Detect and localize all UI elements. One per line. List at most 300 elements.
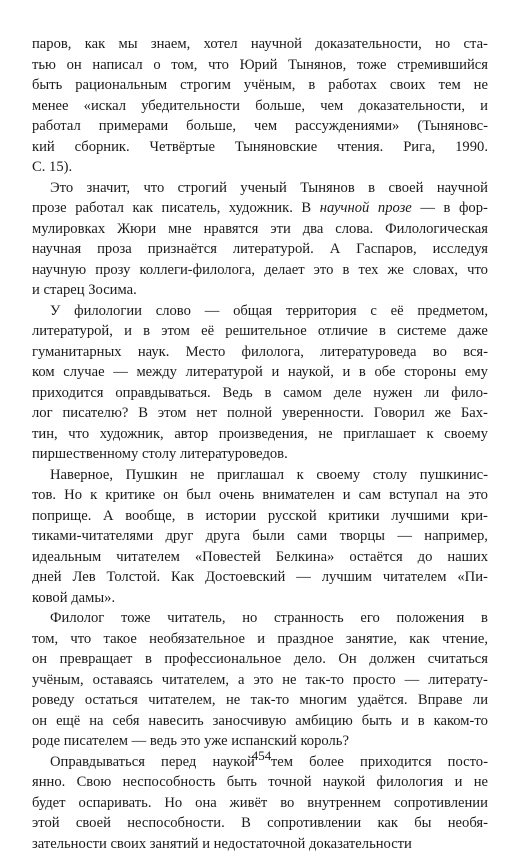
text-line	[32, 198, 488, 219]
word: Рига,	[403, 137, 435, 158]
word: зательности	[32, 834, 110, 854]
word: это	[254, 670, 274, 691]
word: своей	[76, 813, 111, 834]
text-line	[32, 55, 488, 76]
word: истории	[206, 506, 257, 527]
word: слово	[156, 301, 191, 322]
word: тиками-читателями	[32, 526, 153, 547]
word: как	[85, 34, 105, 55]
text-line	[32, 690, 488, 711]
word: рациональным	[75, 75, 167, 96]
word: больше,	[186, 116, 236, 137]
word: автор	[174, 424, 208, 445]
word: профессиональное	[164, 649, 281, 670]
word: наукой	[212, 752, 254, 773]
word: кий	[32, 137, 55, 158]
word: «Повестей	[195, 547, 261, 568]
word: У	[50, 301, 60, 322]
word: остаться	[85, 690, 138, 711]
text-line	[32, 178, 488, 199]
word: живёт	[230, 793, 268, 814]
word: Но	[164, 793, 182, 814]
word: научной	[251, 34, 302, 55]
word: больше,	[255, 96, 305, 117]
text-line	[32, 465, 488, 486]
word: сами	[297, 526, 327, 547]
word: гуманитарных	[32, 342, 122, 363]
text-line	[32, 34, 488, 55]
word: доказательности	[309, 834, 412, 854]
word: Говорил	[374, 403, 425, 424]
word: быть	[227, 772, 257, 793]
word: приглашал	[217, 465, 284, 486]
word: писателем	[64, 731, 132, 752]
word: точной	[268, 772, 311, 793]
word: Пушкин	[126, 465, 178, 486]
text-line	[32, 260, 488, 281]
word: же	[387, 260, 403, 281]
word: написал	[92, 55, 142, 76]
text-line	[32, 547, 488, 568]
word: коллеги-филолога,	[140, 260, 256, 281]
word: читатель,	[167, 608, 225, 629]
word: но	[435, 34, 450, 55]
word: нет	[196, 403, 217, 424]
word: произведения,	[219, 424, 308, 445]
word: занятий	[150, 834, 202, 854]
word: —	[296, 567, 311, 588]
word: поприще.	[32, 506, 91, 527]
word: мы	[118, 34, 137, 55]
word: лучшими	[391, 506, 449, 527]
word: был	[186, 485, 211, 506]
word: литерату-	[428, 670, 488, 691]
word: литературой	[186, 362, 263, 383]
word: прозе	[32, 198, 67, 219]
word: учёным,	[244, 75, 296, 96]
word: научной	[437, 178, 488, 199]
word: в	[145, 649, 152, 670]
word: как	[409, 629, 429, 650]
word: научной	[320, 198, 370, 219]
word: многим	[300, 690, 347, 711]
word: самом	[283, 383, 322, 404]
word: деле	[334, 383, 362, 404]
word: территория	[286, 301, 357, 322]
word: Наверное,	[50, 465, 113, 486]
word: С.	[32, 157, 49, 178]
word: писатель,	[162, 198, 221, 219]
word: работал	[32, 116, 81, 137]
body-text	[32, 34, 488, 854]
word: в	[418, 711, 425, 732]
word: в	[368, 178, 375, 199]
word: в	[187, 506, 194, 527]
word: филологии	[74, 301, 142, 322]
word: фило-	[451, 383, 488, 404]
word: Белкина»	[276, 547, 335, 568]
text-line	[32, 485, 488, 506]
word: учёным,	[32, 670, 84, 691]
word: к	[90, 485, 97, 506]
word: ведь	[150, 731, 181, 752]
word: навесить	[148, 711, 203, 732]
text-line	[32, 629, 488, 650]
word: Свою	[77, 772, 112, 793]
text-line	[32, 301, 488, 322]
text-line	[32, 424, 488, 445]
text-line	[32, 403, 488, 424]
word: чтение,	[442, 629, 488, 650]
word: Оправдываться	[50, 752, 145, 773]
word: недостаточной	[214, 834, 309, 854]
word: в	[379, 321, 386, 342]
word: себя	[113, 711, 140, 732]
word: знаем,	[151, 34, 190, 55]
word: мулировках	[32, 219, 105, 240]
text-line	[32, 444, 488, 465]
word: тов.	[32, 485, 56, 506]
word: и	[455, 772, 463, 793]
word: вообще,	[125, 506, 175, 527]
word: «Пи-	[457, 567, 488, 588]
word: дамы».	[71, 588, 115, 609]
word: (Тыняновс-	[417, 116, 488, 137]
word: доказательности,	[358, 96, 465, 117]
word: чтения.	[337, 137, 383, 158]
word: проза	[97, 239, 132, 260]
word: своих	[110, 834, 149, 854]
word: —	[132, 731, 150, 752]
word: будет	[32, 793, 66, 814]
word: словах,	[413, 260, 458, 281]
word: уверенности.	[282, 403, 364, 424]
word: предметом,	[417, 301, 488, 322]
word: так-то	[251, 690, 289, 711]
word: и	[480, 96, 488, 117]
word: критике	[105, 485, 155, 506]
word: тем	[271, 752, 293, 773]
word: что	[68, 424, 89, 445]
word: художник.	[229, 198, 293, 219]
word: Филологическая	[385, 219, 488, 240]
word: например,	[424, 526, 488, 547]
word: хотел	[204, 34, 238, 55]
word: наукой	[323, 772, 365, 793]
word: неспособность	[123, 772, 216, 793]
word: во	[433, 342, 447, 363]
word: внимателен	[262, 485, 334, 506]
word: его	[360, 608, 379, 629]
word: лог	[32, 403, 53, 424]
word: эти	[270, 219, 290, 240]
word: что	[208, 55, 229, 76]
paragraph	[32, 178, 488, 301]
word: отличие	[318, 321, 368, 342]
word: в	[342, 260, 349, 281]
word: на	[89, 711, 103, 732]
text-line	[32, 567, 488, 588]
word: нужен	[373, 383, 412, 404]
text-line	[32, 75, 488, 96]
word: ли	[424, 383, 439, 404]
word: кри-	[461, 506, 488, 527]
word: своей	[388, 178, 423, 199]
word: том,	[171, 55, 197, 76]
word: это	[314, 260, 334, 281]
word: так-то	[305, 670, 343, 691]
word: необя-	[448, 813, 488, 834]
text-line	[32, 506, 488, 527]
word: работах	[328, 75, 377, 96]
word: считаться	[428, 649, 488, 670]
word: прозе	[378, 198, 412, 219]
text-line	[32, 157, 488, 178]
word: в	[308, 75, 315, 96]
word: о	[153, 55, 160, 76]
paragraph	[32, 301, 488, 465]
word: писателю?	[62, 403, 128, 424]
word: Тынянов	[300, 178, 355, 199]
word: же	[435, 403, 451, 424]
word: и	[32, 280, 43, 301]
word: своему	[444, 424, 488, 445]
word: в	[443, 198, 450, 219]
word: читателем	[383, 567, 447, 588]
word: её	[391, 301, 404, 322]
text-line	[32, 608, 488, 629]
word: и	[202, 834, 213, 854]
word: этой	[32, 813, 60, 834]
word: Он	[338, 649, 356, 670]
word: Жюри	[117, 219, 156, 240]
word: он	[32, 649, 47, 670]
word: вся-	[463, 342, 488, 363]
word: не	[282, 670, 296, 691]
word: уже	[204, 731, 231, 752]
word: это	[468, 485, 488, 506]
word: к	[297, 465, 304, 486]
text-line	[32, 280, 488, 301]
word: ком	[32, 362, 55, 383]
word: что	[467, 260, 488, 281]
word: друга	[206, 526, 240, 547]
word: не	[226, 690, 240, 711]
word: полной	[227, 403, 272, 424]
word: амбицию	[295, 711, 352, 732]
text-line	[32, 362, 488, 383]
word: наук.	[138, 342, 170, 363]
word: ученый	[240, 178, 287, 199]
text-line	[32, 321, 488, 342]
text-line	[32, 137, 488, 158]
word: своих	[390, 75, 426, 96]
paragraph	[32, 34, 488, 178]
word: доказательности,	[315, 34, 422, 55]
word: Гаспаров,	[356, 239, 416, 260]
word: сопротивлении	[394, 793, 488, 814]
word: А	[103, 506, 114, 527]
word: Тынянов,	[288, 55, 346, 76]
word: критики	[328, 506, 379, 527]
word: А	[330, 239, 341, 260]
word: стремившийся	[397, 55, 488, 76]
word: Толстой.	[107, 567, 161, 588]
word: —	[397, 526, 412, 547]
word: Филолог	[50, 608, 104, 629]
word: не	[474, 772, 488, 793]
word: и	[124, 321, 132, 342]
word: Бах-	[461, 403, 488, 424]
word: Как	[171, 567, 194, 588]
word: такое	[104, 629, 137, 650]
word: слова.	[335, 219, 373, 240]
word: удаётся.	[357, 690, 407, 711]
word: литературоведов.	[180, 444, 288, 465]
word: научную	[32, 260, 86, 281]
word: были	[252, 526, 284, 547]
word: быть	[32, 75, 62, 96]
word: и	[271, 362, 279, 383]
word: она	[195, 793, 217, 814]
word: он	[67, 55, 82, 76]
word: филология	[377, 772, 444, 793]
text-line	[32, 383, 488, 404]
word: художник,	[100, 424, 164, 445]
word: литературой.	[233, 239, 314, 260]
word: а	[238, 670, 244, 691]
word: странность	[274, 608, 344, 629]
word: том,	[32, 629, 58, 650]
word: и	[342, 362, 350, 383]
word: сам	[359, 485, 381, 506]
word: строгим	[180, 75, 231, 96]
word: это	[181, 731, 204, 752]
word: прозу	[95, 260, 130, 281]
word: исследуя	[433, 239, 488, 260]
word: читателем,	[162, 670, 229, 691]
word: ковой	[32, 588, 71, 609]
word: остаётся	[349, 547, 402, 568]
word: в	[265, 383, 272, 404]
word: В	[241, 813, 251, 834]
word: в	[481, 608, 488, 629]
word: обе	[374, 362, 395, 383]
word: приходится	[32, 383, 104, 404]
text-line	[32, 219, 488, 240]
word: в	[143, 321, 150, 342]
word: неспособности.	[127, 813, 225, 834]
word: до	[418, 547, 433, 568]
text-line	[32, 649, 488, 670]
word: тех	[358, 260, 378, 281]
word: что	[143, 178, 164, 199]
paragraph	[32, 608, 488, 752]
word: старец	[43, 280, 88, 301]
word: —	[113, 362, 128, 383]
word: решительное	[225, 321, 306, 342]
word: занятие,	[346, 629, 397, 650]
word: идеальным	[32, 547, 101, 568]
word: между	[136, 362, 177, 383]
word: этом	[161, 321, 190, 342]
word: пушкинис-	[420, 465, 488, 486]
word: 15).	[49, 157, 72, 178]
word: очень	[219, 485, 254, 506]
word: посто-	[448, 752, 488, 773]
word: роведу	[32, 690, 74, 711]
word: каком-то	[434, 711, 488, 732]
word: ста-	[464, 34, 488, 55]
word: 1990.	[455, 137, 488, 158]
word: филолога,	[242, 342, 304, 363]
word: пиршественному	[32, 444, 142, 465]
word: два	[303, 219, 324, 240]
word: «искал	[84, 96, 126, 117]
word: Достоевский	[205, 567, 285, 588]
word: чем	[254, 116, 277, 137]
word: Тыняновские	[235, 137, 317, 158]
word: своему	[316, 465, 360, 486]
word: дней	[32, 567, 62, 588]
word: столу	[373, 465, 407, 486]
word: —	[205, 301, 220, 322]
word: более	[309, 752, 344, 773]
word: быть	[362, 711, 392, 732]
word: русской	[268, 506, 317, 527]
word: роде	[32, 731, 64, 752]
word: ему	[465, 362, 488, 383]
word: и	[401, 711, 409, 732]
word: литературоведа	[320, 342, 416, 363]
word: наукой,	[288, 362, 334, 383]
word: заносчивую	[213, 711, 287, 732]
word: к	[426, 424, 433, 445]
word: внутреннем	[307, 793, 381, 814]
word: оспаривать.	[78, 793, 151, 814]
word: тем	[439, 75, 461, 96]
word: праздное	[277, 629, 333, 650]
word: положения	[396, 608, 464, 629]
text-line	[32, 116, 488, 137]
word: Место	[186, 342, 226, 363]
word: необязательное	[149, 629, 245, 650]
word: во	[280, 793, 294, 814]
word: литературой,	[32, 321, 113, 342]
word: чем	[320, 96, 343, 117]
word: случае	[63, 362, 104, 383]
word: король?	[300, 731, 348, 752]
word: этом	[158, 403, 187, 424]
paragraph	[32, 465, 488, 609]
word: должен	[369, 649, 415, 670]
word: и	[257, 629, 265, 650]
word: Зосима.	[88, 280, 137, 301]
word: приглашает	[343, 424, 416, 445]
word: не	[474, 75, 488, 96]
word: паров,	[32, 34, 71, 55]
word: рассуждениями»	[295, 116, 399, 137]
word: фор-	[459, 198, 488, 219]
word: научная	[32, 239, 81, 260]
word: он	[32, 711, 47, 732]
word: испанский	[231, 731, 300, 752]
word: тоже	[121, 608, 151, 629]
text-line	[32, 588, 488, 609]
word: общая	[233, 301, 272, 322]
word: мне	[168, 219, 192, 240]
word: что	[70, 629, 91, 650]
